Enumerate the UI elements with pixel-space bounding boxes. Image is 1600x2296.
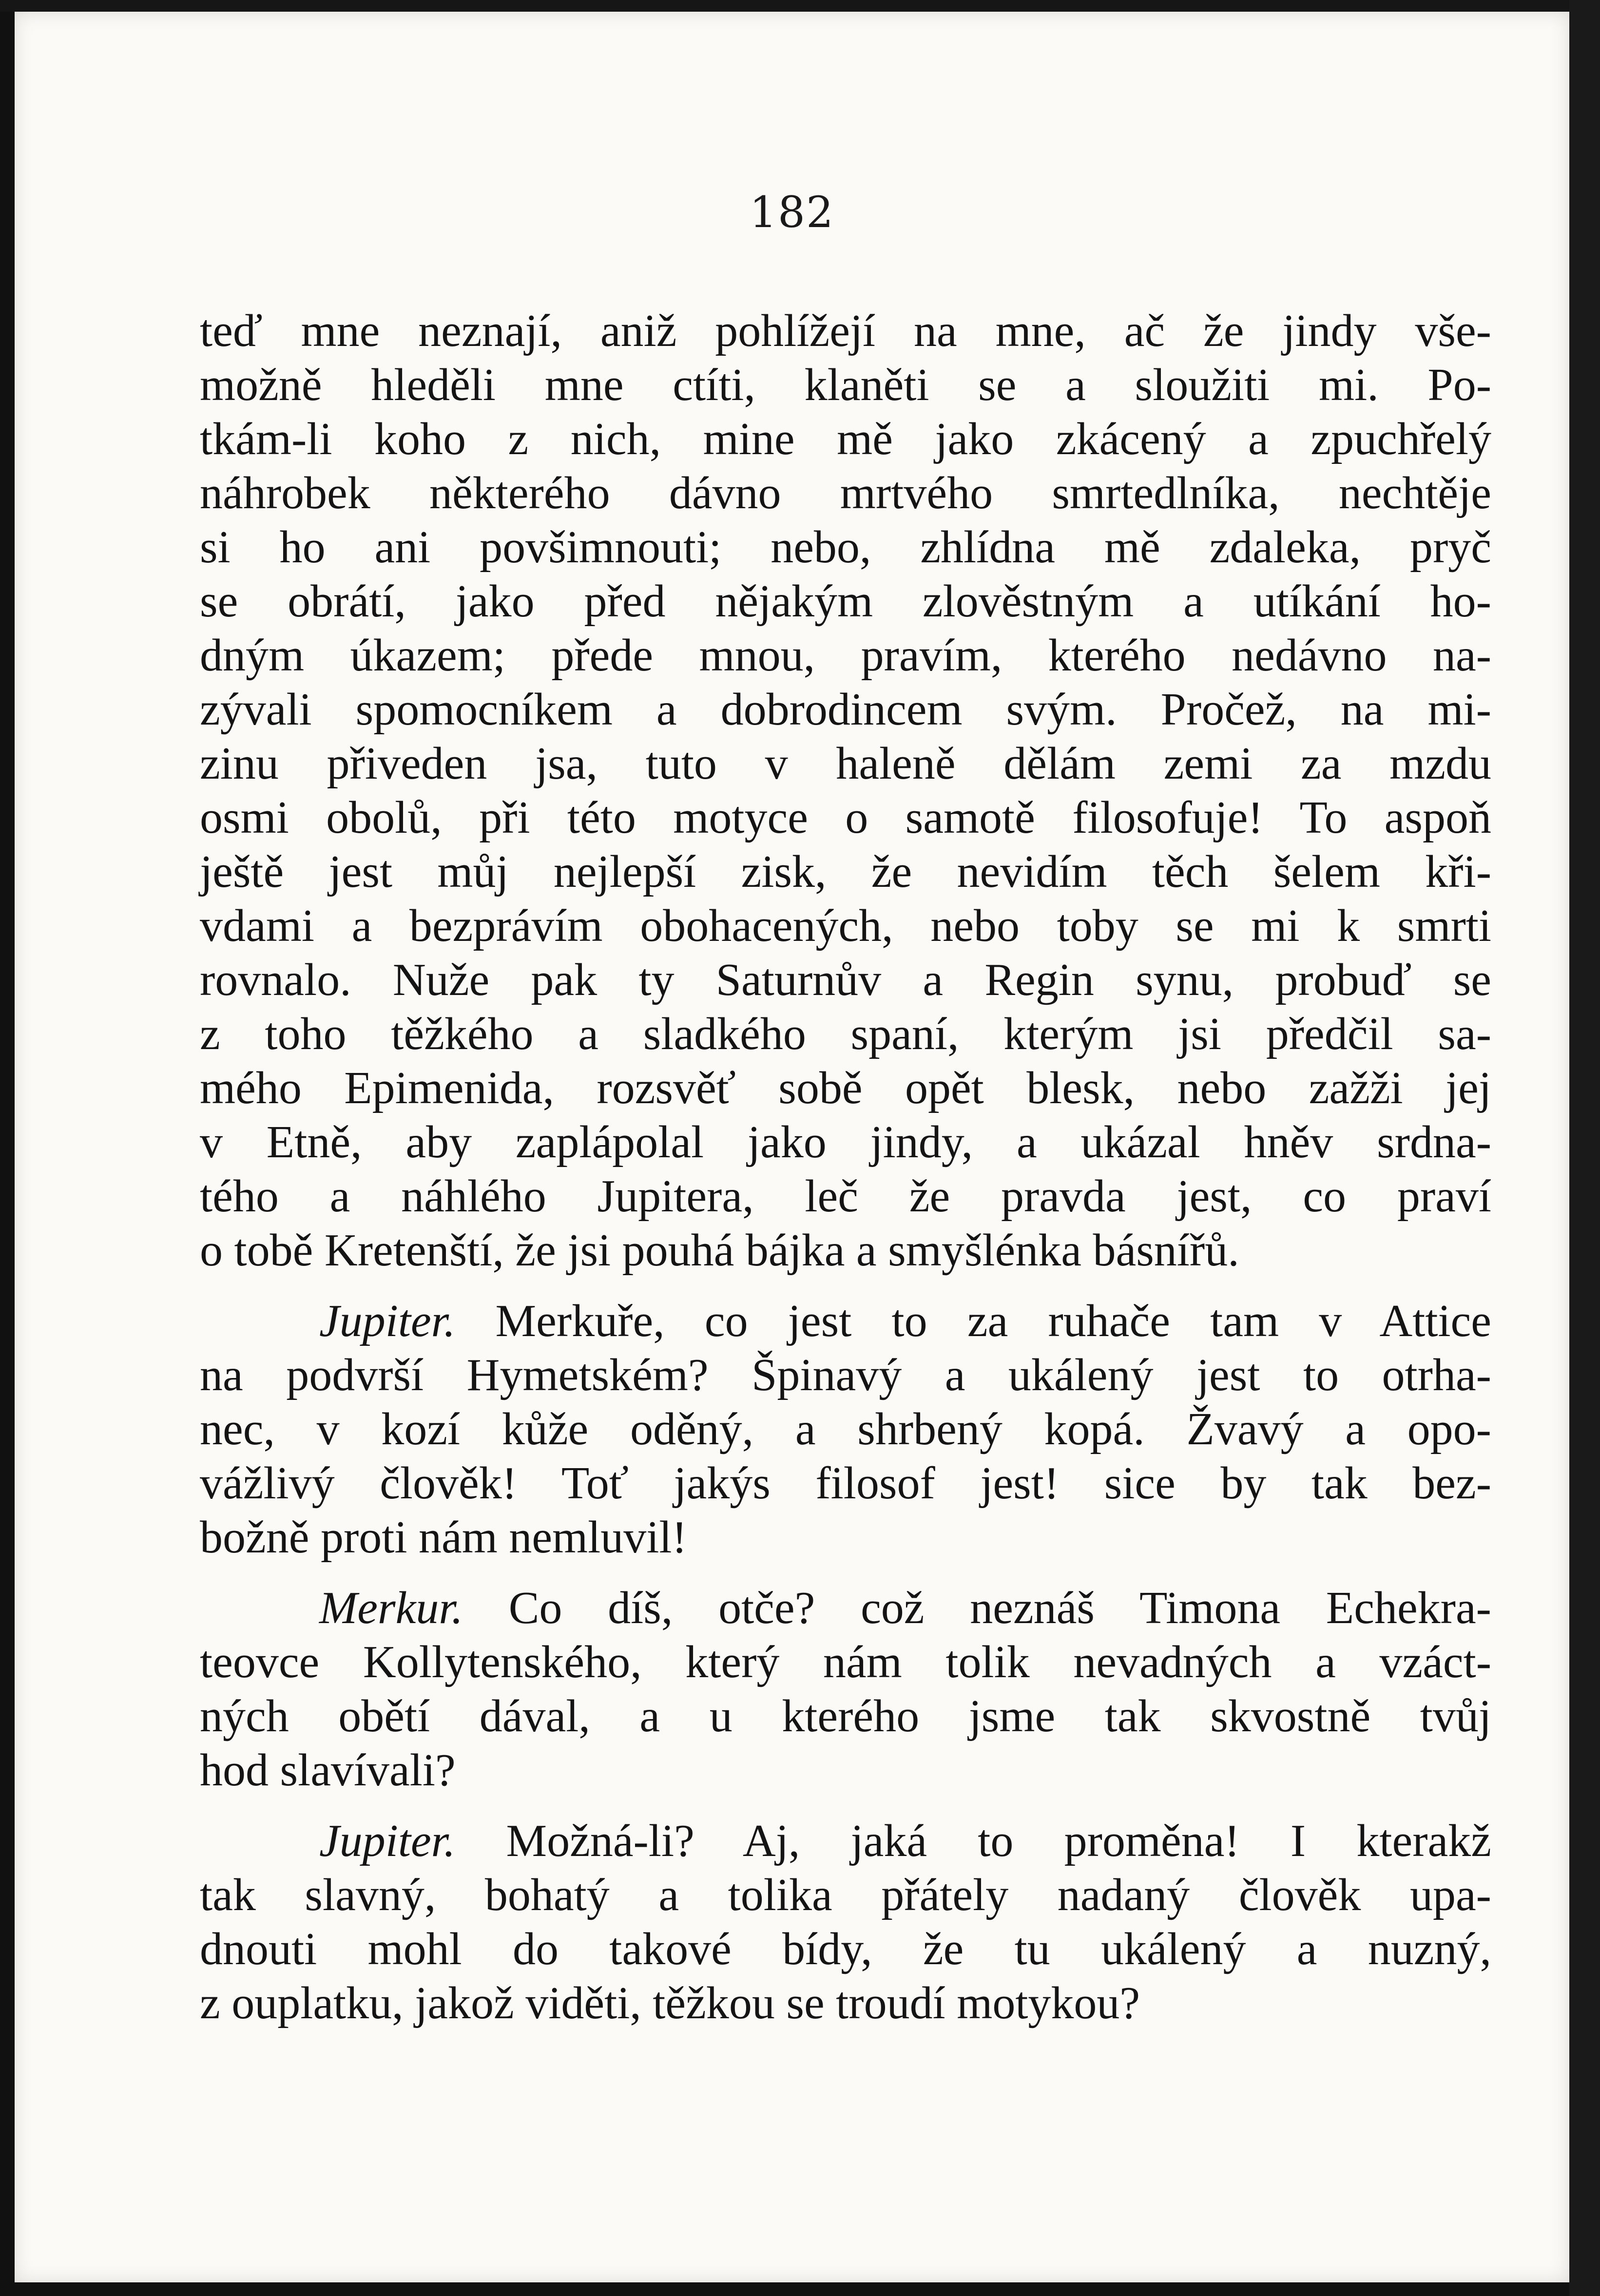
- dialogue-text: Co díš, otče? což neznáš Timona Echekra-: [463, 1583, 1491, 1633]
- page-number: 182: [750, 187, 834, 237]
- dialogue-text: Merkuře, co jest to za ruhače tam v Attice: [455, 1296, 1491, 1346]
- text-line: mého Epimenida, rozsvěť sobě opět blesk, nebo zažži jej: [200, 1063, 1491, 1113]
- text-line: z ouplatku, jakož viděti, těžkou se troudí motykou?: [200, 1978, 1140, 2028]
- text-line: nec, v kozí kůže oděný, a shrbený kopá. Žvavý a opo-: [200, 1404, 1491, 1454]
- text-line: tkám-li koho z nich, mine mě jako zkácený a zpuchřelý: [200, 414, 1491, 464]
- book-page: [15, 12, 1569, 2282]
- text-line: se obrátí, jako před nějakým zlověstným a utíkání ho-: [200, 576, 1491, 627]
- speaker-name: Merkur.: [319, 1583, 463, 1633]
- text-line: tak slavný, bohatý a tolika přátely nadaný člověk upa-: [200, 1870, 1491, 1920]
- text-line: hod slavívali?: [200, 1745, 456, 1796]
- text-line: náhrobek některého dávno mrtvého smrtedlníka, nechtěje: [200, 468, 1491, 518]
- text-line: možně hleděli mne ctíti, klaněti se a sloužiti mi. Po-: [200, 360, 1491, 410]
- text-line: tého a náhlého Jupitera, leč že pravda jest, co praví: [200, 1171, 1491, 1222]
- speaker-name: Jupiter.: [319, 1296, 456, 1346]
- text-line: o tobě Kretenští, že jsi pouhá bájka a smyšlénka básnířů.: [200, 1225, 1239, 1276]
- text-line: vážlivý člověk! Toť jakýs filosof jest! sice by tak bez-: [200, 1458, 1491, 1509]
- paragraph-gap: [200, 1565, 1491, 1581]
- dialogue-text: Možná-li? Aj, jaká to proměna! I kterakž: [455, 1816, 1491, 1866]
- scan-edge-top: [0, 0, 1600, 12]
- text-line: na podvrší Hymetském? Špinavý a ukálený jest to otrha-: [200, 1350, 1491, 1400]
- text-line: zinu přiveden jsa, tuto v haleně dělám zemi za mzdu: [200, 738, 1491, 789]
- text-line: dnouti mohl do takové bídy, že tu ukálený a nuzný,: [200, 1924, 1491, 1974]
- text-line: ještě jest můj nejlepší zisk, že nevidím těch šelem kři-: [200, 846, 1491, 897]
- paragraph-gap: [200, 1798, 1491, 1814]
- text-line: si ho ani povšimnouti; nebo, zhlídna mě zdaleka, pryč: [200, 522, 1491, 573]
- text-line: dným úkazem; přede mnou, pravím, kterého nedávno na-: [200, 630, 1491, 681]
- text-line: vdami a bezprávím obohacených, nebo toby se mi k smrti: [200, 900, 1491, 951]
- dialogue-line-first: [200, 1294, 1491, 1348]
- speaker-name: Jupiter.: [319, 1816, 456, 1866]
- text-line: v Etně, aby zaplápolal jako jindy, a ukázal hněv srdna-: [200, 1117, 1491, 1167]
- dialogue-line-first: [200, 1814, 1491, 1868]
- text-line: zývali spomocníkem a dobrodincem svým. Pročež, na mi-: [200, 684, 1491, 735]
- text-line: teď mne neznají, aniž pohlížejí na mne, ač že jindy vše-: [200, 306, 1491, 356]
- text-line: osmi obolů, při této motyce o samotě filosofuje! To aspoň: [200, 792, 1491, 843]
- text-line: božně proti nám nemluvil!: [200, 1512, 687, 1563]
- text-line: teovce Kollytenského, který nám tolik nevadných a vzáct-: [200, 1637, 1491, 1687]
- scan-edge-right: [1569, 0, 1600, 2296]
- body-text: [200, 304, 1491, 2030]
- text-line: ných obětí dával, a u kterého jsme tak skvostně tvůj: [200, 1691, 1491, 1741]
- text-line: rovnalo. Nuže pak ty Saturnův a Regin synu, probuď se: [200, 955, 1491, 1005]
- text-line: z toho těžkého a sladkého spaní, kterým jsi předčil sa-: [200, 1009, 1491, 1059]
- dialogue-line-first: [200, 1581, 1491, 1635]
- paragraph-gap: [200, 1278, 1491, 1294]
